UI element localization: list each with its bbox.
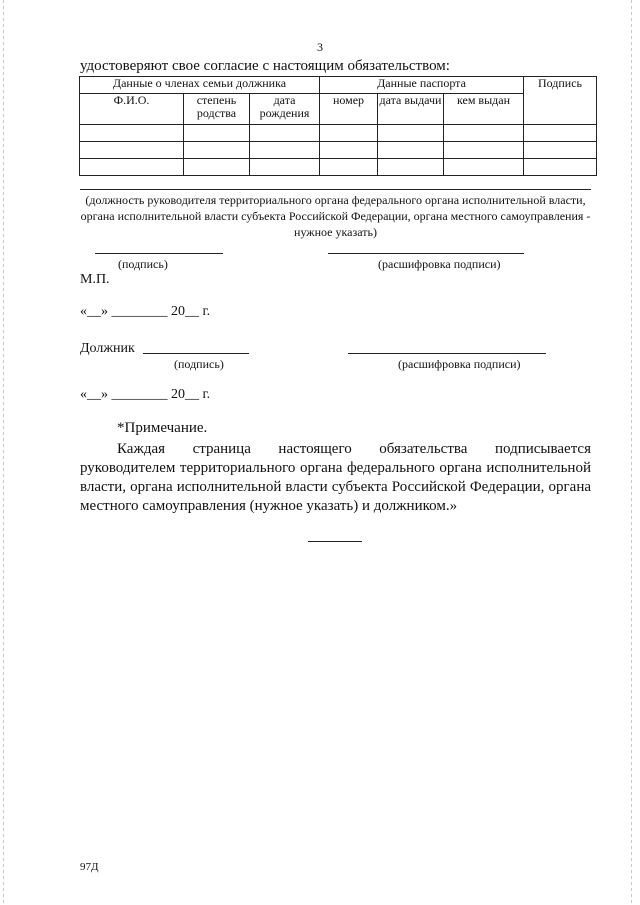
col-issued-by: кем выдан — [444, 94, 524, 125]
table-subheader-row — [80, 94, 597, 125]
debtor-decode-line — [348, 353, 546, 354]
official-decode-line — [328, 253, 524, 254]
page-number: 3 — [317, 40, 323, 54]
col-fio: Ф.И.О. — [80, 94, 184, 125]
stamp-label: М.П. — [80, 272, 110, 287]
debtor-decode-caption: (расшифровка подписи) — [398, 357, 521, 371]
table-row — [80, 125, 597, 142]
signature-header: Подпись — [524, 77, 597, 125]
document-code: 97Д — [80, 861, 99, 873]
table-header-row — [80, 77, 597, 94]
intro-text: удостоверяют свое согласие с настоящим обязательством: — [80, 58, 450, 74]
position-caption: (должность руководителя территориального органа федерального органа исполнительной власти, органа исполнительной власти субъекта Российской Федерации, органа местного самоуправления - нужное указать) — [80, 193, 591, 239]
col-birth-date: дата рождения — [250, 94, 320, 125]
note-text: Каждая страница настоящего обязательства подписывается руководителем территориального органа федерального органа исполнительной власти, органа исполнительной власти субъекта Российской Федерации, органа местного самоуправления (нужное указать) и должником.» — [80, 441, 591, 514]
official-signature-caption: (подпись) — [118, 257, 168, 271]
official-signature-line — [95, 253, 223, 254]
scan-edge-right — [631, 0, 632, 905]
date-line-debtor: «__» ________ 20__ г. — [80, 387, 211, 402]
note-body — [80, 440, 591, 516]
date-line-official: «__» ________ 20__ г. — [80, 304, 211, 319]
passport-group-header: Данные паспорта — [320, 77, 524, 94]
debtor-signature-line — [143, 353, 249, 354]
col-relation: степень родства — [184, 94, 250, 125]
family-group-header: Данные о членах семьи должника — [80, 77, 320, 94]
col-passport-number: номер — [320, 94, 378, 125]
table-row — [80, 142, 597, 159]
position-line — [80, 189, 591, 190]
debtor-label: Должник — [80, 341, 135, 356]
end-separator — [308, 541, 362, 542]
scan-edge-left — [3, 0, 4, 905]
official-decode-caption: (расшифровка подписи) — [378, 257, 501, 271]
family-data-table — [79, 76, 597, 176]
table-row — [80, 159, 597, 176]
debtor-signature-caption: (подпись) — [174, 357, 224, 371]
note-title: *Примечание. — [117, 420, 208, 436]
col-issue-date: дата выдачи — [378, 94, 444, 125]
